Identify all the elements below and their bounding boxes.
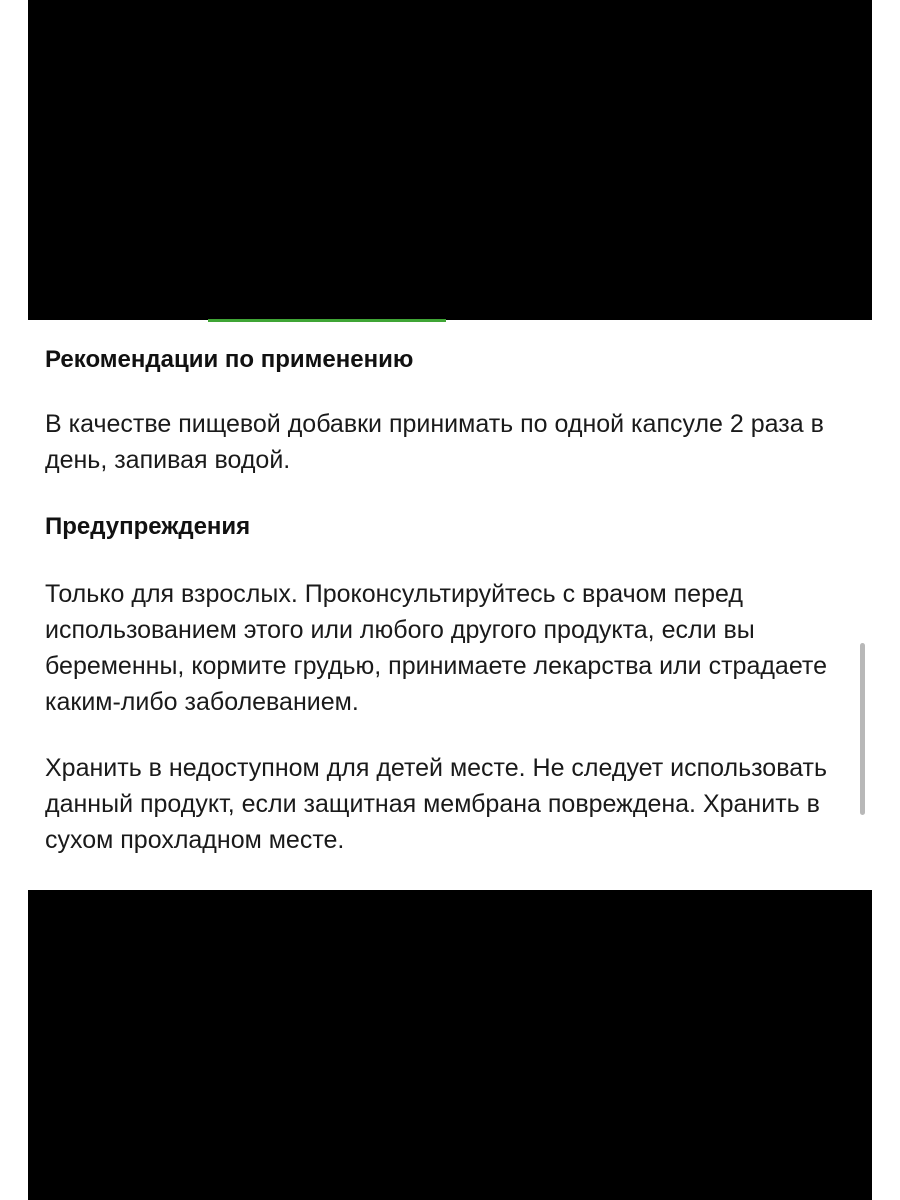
- scrollbar-thumb[interactable]: [860, 643, 865, 815]
- instructions-text: В качестве пищевой добавки принимать по одной капсуле 2 раза в день, запивая водой.: [45, 410, 824, 474]
- top-image-area: [28, 0, 872, 320]
- product-description: [45, 335, 855, 858]
- warnings-text: Только для взрослых. Проконсультируйтесь с врачом перед использованием этого или любого другого продукта, если вы беременны, кормите грудью, принимаете лекарства или страдаете каким-либо заболеванием.: [45, 580, 827, 716]
- instructions-heading: Рекомендации по применению: [45, 346, 414, 373]
- bottom-image-area: [28, 890, 872, 1200]
- warnings-heading: Предупреждения: [45, 513, 251, 540]
- storage-text: Хранить в недоступном для детей месте. Не следует использовать данный продукт, если защитная мембрана повреждена. Хранить в сухом прохладном месте.: [45, 754, 828, 854]
- active-indicator: [208, 319, 446, 322]
